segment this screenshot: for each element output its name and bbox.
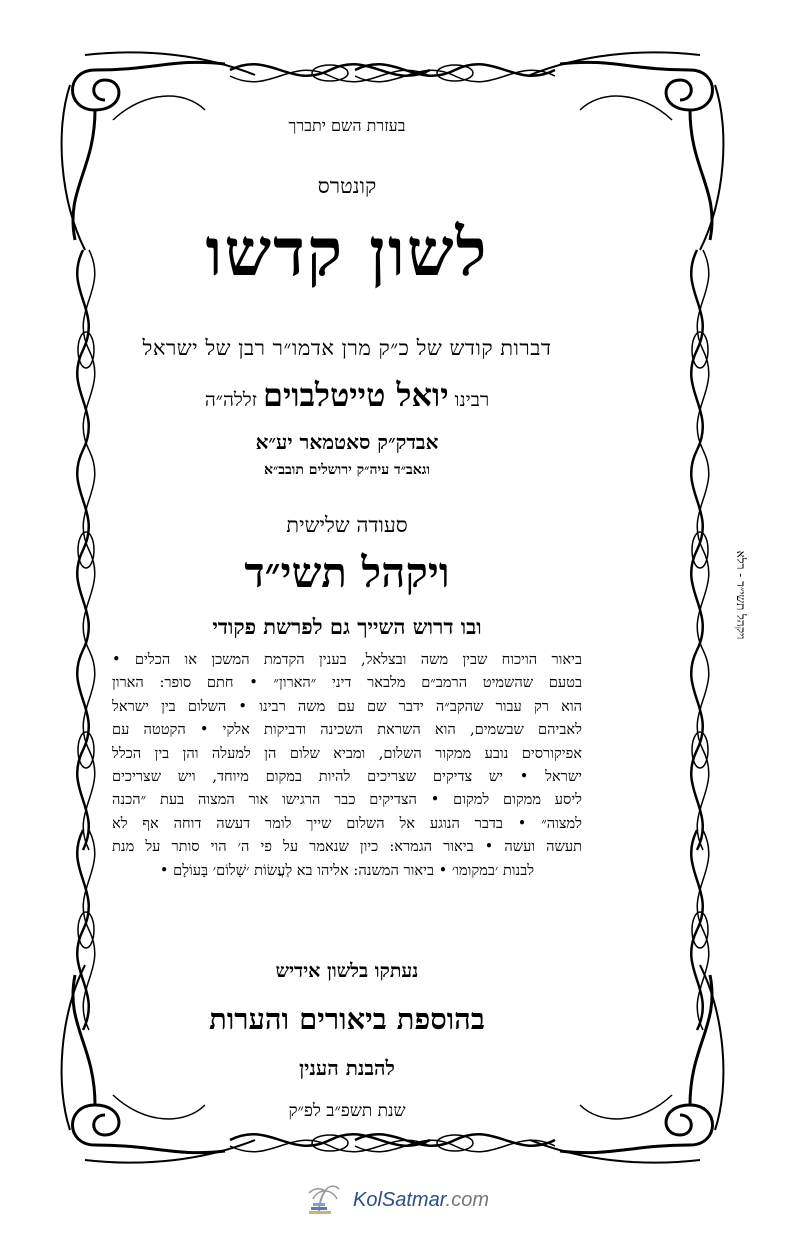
year-line: שנת תשפ״ב לפ״ק	[288, 1101, 406, 1121]
also-includes-line: ובו דרוש השייך גם לפרשת פקודי	[212, 614, 482, 639]
addition-line: בהוספת ביאורים והערות	[209, 1002, 485, 1036]
yiddish-line: נעתקו בלשון אידיש	[275, 960, 419, 982]
watermark-brand: KolSatmar	[353, 1189, 446, 1211]
topics-line: לבנות ׳במקומו׳ • ביאור המשנה: אליהו בא לַעֲשׂוֹת ׳שָׁלוֹם׳ בָּעוֹלָם •	[159, 861, 535, 879]
topics-line: ליסע ממקום למקום • הצדיקים כבר הרגישו אור המצוה בעת ״הכנה	[112, 791, 582, 809]
topics-line: לאביהם שבשמים, הוא השראת השכינה ודביקות אלקי • הקטטה עם	[112, 721, 582, 739]
jerusalem-line: וגאב״ד עיה״ק ירושלים תובב״א	[264, 462, 430, 478]
rebbe-line	[112, 376, 582, 414]
topics-line: למצוה״ • בדבר הנוגע אל השלום שייך לומר דעשה דוחה אף לא	[112, 814, 582, 832]
watermark-tld: .com	[445, 1189, 489, 1211]
topics-line: ביאור הויכוח שבין משה ובצלאל, בענין הקדמת המשכן או הכלים •	[112, 651, 582, 668]
blessing-line: בעזרת השם יתברך	[288, 116, 406, 135]
topics-line: אפיקורסים נובע ממקור השלום, ומביא שלום הן למעלה והן בין הכלל	[112, 744, 582, 762]
rebbe-prefix: רבינו	[454, 389, 490, 411]
topics-line: בטעם שהשמיט הרמב״ם מלבאר דיני ״הארון״ • חתם סופר: הארון	[112, 674, 582, 692]
topics-line: הוא רק עבור שהקב״ה ידבר שם עם משה רבינו • השלום בין ישראל	[112, 697, 582, 715]
topics-paragraph	[112, 648, 582, 882]
rebbe-name: יואל טייטלבוים	[263, 376, 449, 414]
rebbe-suffix: זללה״ה	[204, 389, 257, 411]
topics-line: ישראל • יש צדיקים שצריכים להיות במקום מיוחד, ויש שצריכים	[112, 768, 582, 786]
watermark-text	[353, 1189, 489, 1212]
kolsatmar-watermark[interactable]	[305, 1183, 505, 1219]
meal-line: סעודה שלישית	[286, 513, 408, 537]
understanding-line: להבנת הענין	[299, 1056, 395, 1080]
palm-tree-icon	[305, 1183, 347, 1219]
topics-line: תעשה ועשה • ביאור הגמרא: כיון שנאמר על פי ה׳ הוי סותר על מנת	[112, 838, 582, 856]
spine-header: ויקהל תשי״ד - רלא	[734, 550, 748, 640]
parsha-title: ויקהל תשי״ד	[244, 548, 450, 597]
words-of-line: דברות קודש של כ״ק מרן אדמו״ר רבן של ישראל	[142, 336, 552, 360]
av-beis-din-line: אבדק״ק סאטמאר יע״א	[255, 430, 439, 454]
title-page-content	[112, 108, 582, 1121]
book-title: לשון קדשו	[205, 213, 489, 291]
kuntres-label: קונטרס	[317, 174, 377, 198]
